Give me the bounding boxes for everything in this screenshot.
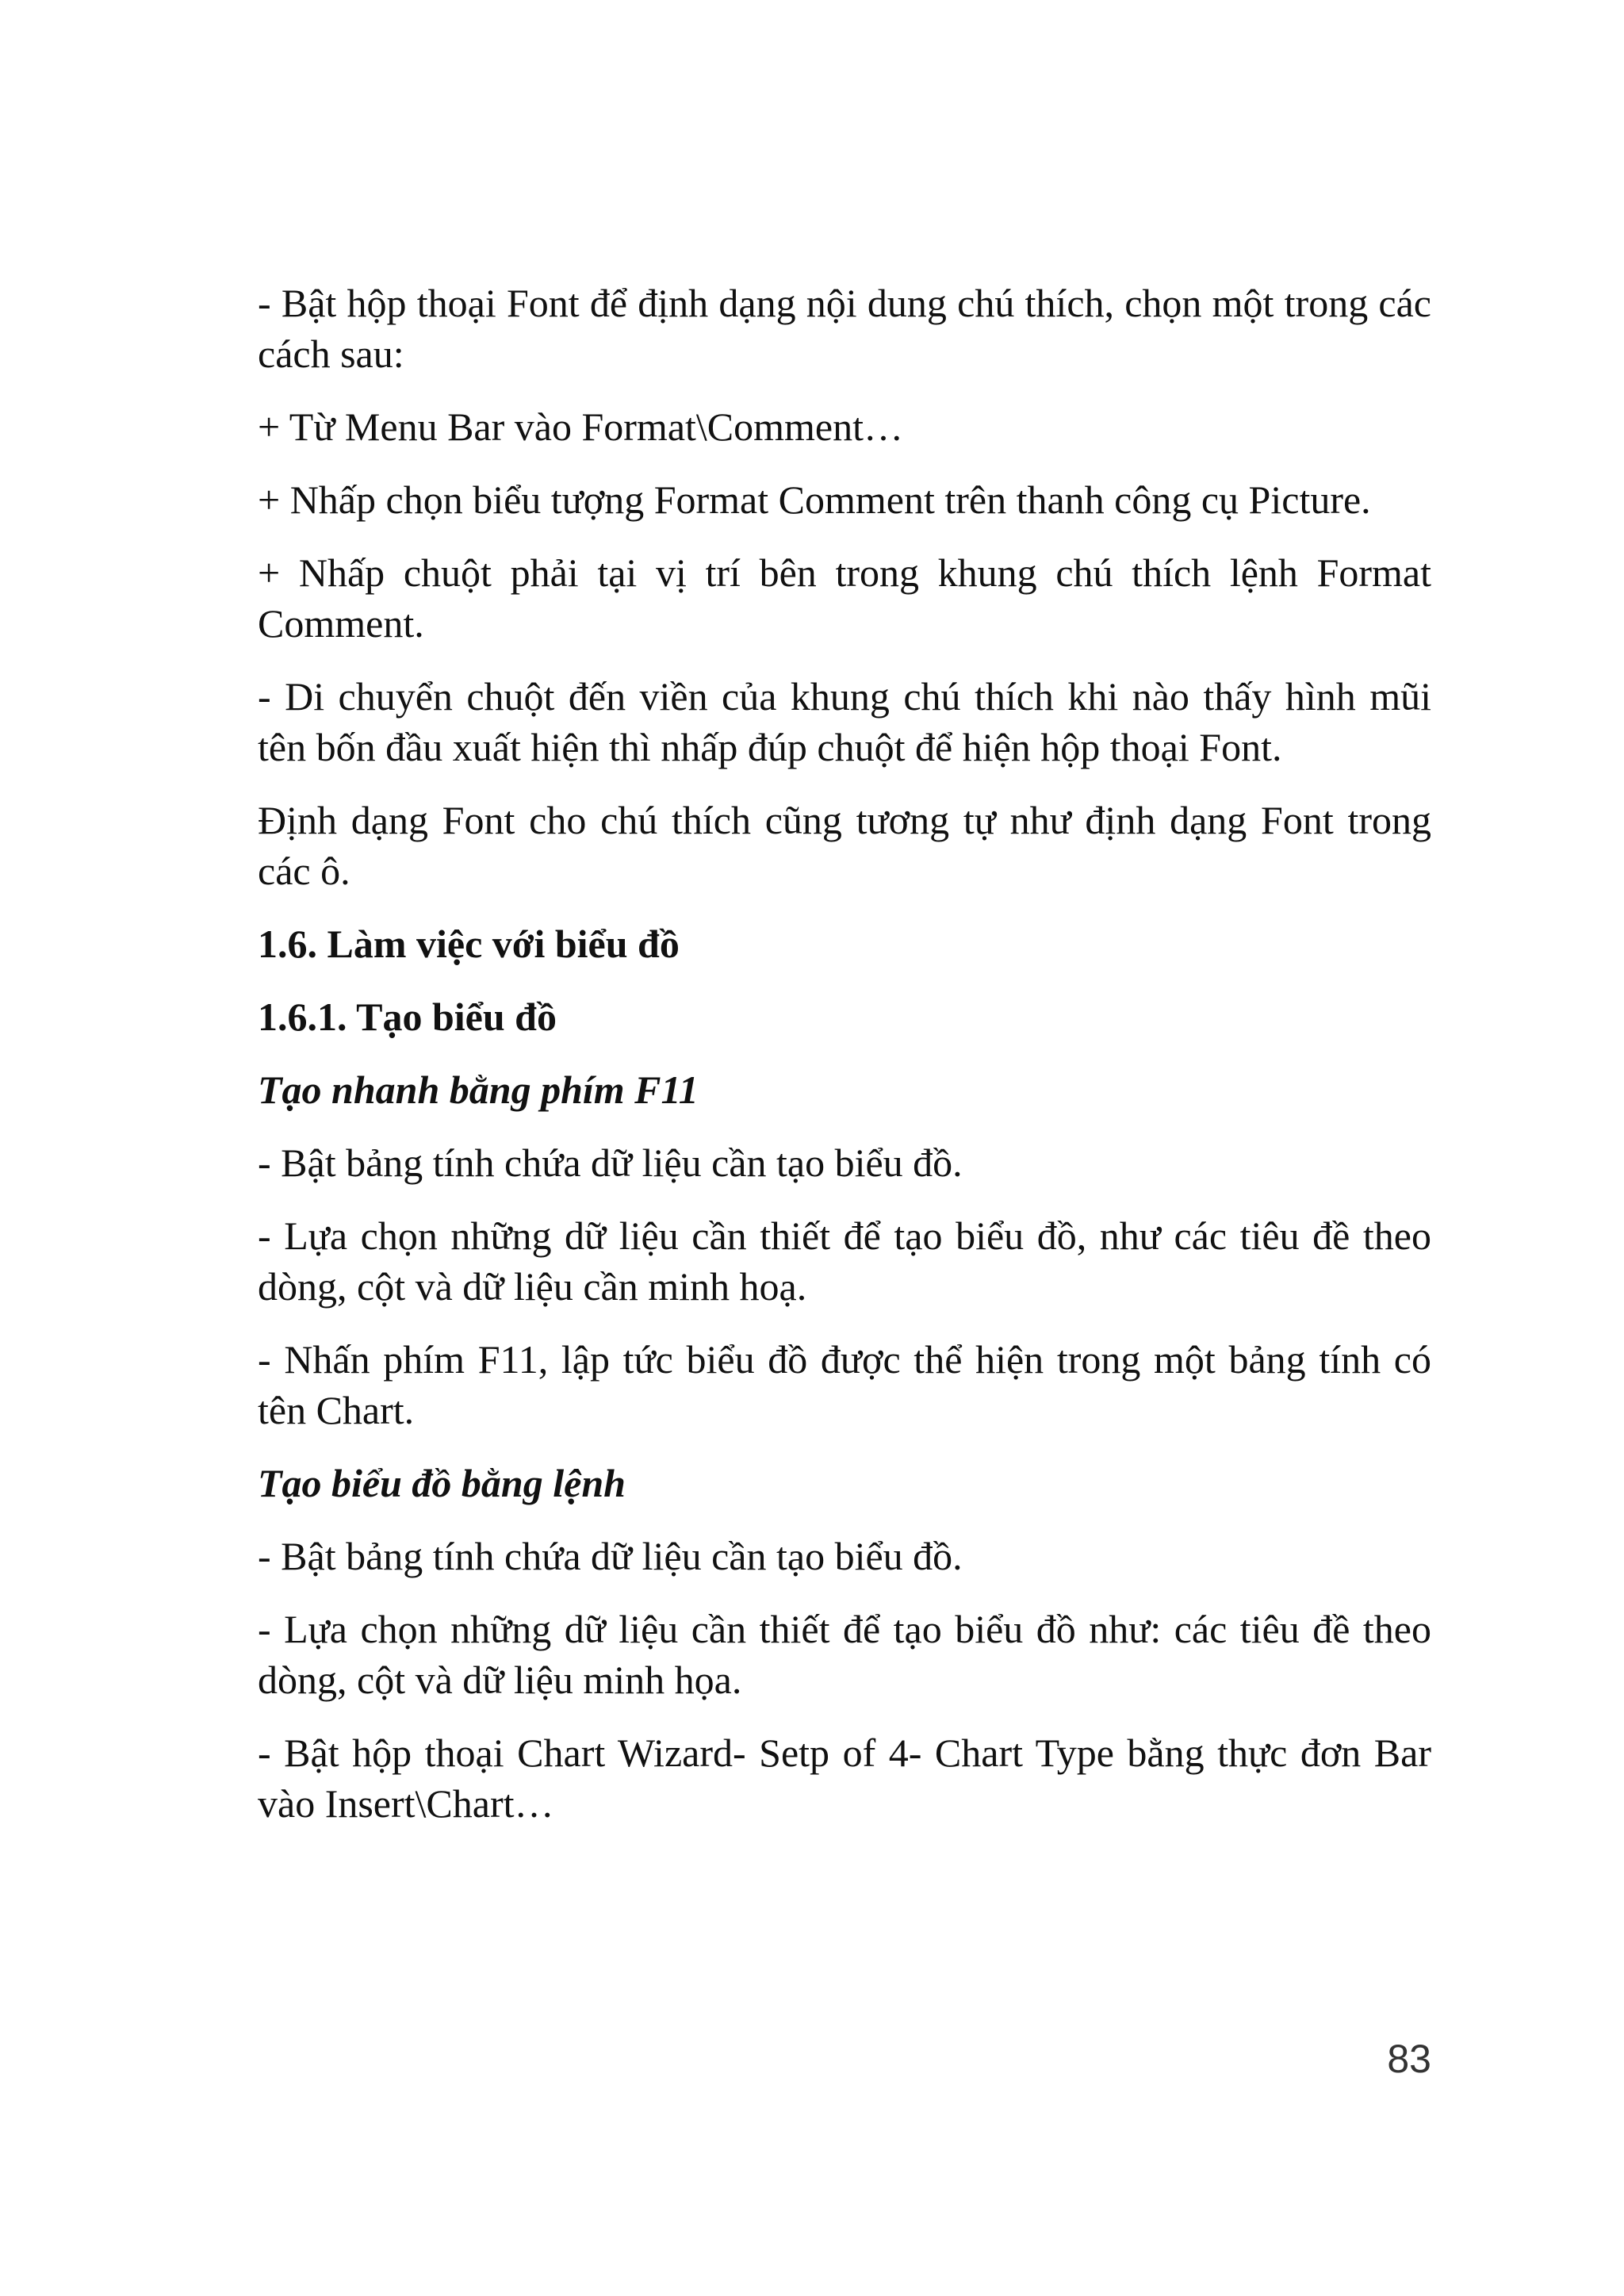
subsection-heading-create-chart: 1.6.1. Tạo biểu đồ [258, 995, 557, 1039]
paragraph-double-click-border: - Di chuyển chuột đến viền của khung chú thích khi nào thấy hình mũi tên bốn đầu xuất hiện thì nhấp đúp chuột để hiện hộp thoại Font. [258, 674, 1431, 769]
paragraph-right-click-option: + Nhấp chuột phải tại vị trí bên trong khung chú thích lệnh Format Comment. [258, 550, 1431, 646]
paragraph-open-font-dialog: - Bật hộp thoại Font để định dạng nội dung chú thích, chọn một trong các cách sau: [258, 281, 1431, 376]
paragraph-toolbar-option: + Nhấp chọn biểu tượng Format Comment trên thanh công cụ Picture. [258, 477, 1371, 522]
paragraph-open-worksheet-2: - Bật bảng tính chứa dữ liệu cần tạo biểu đồ. [258, 1534, 963, 1578]
subheading-create-by-command: Tạo biểu đồ bằng lệnh [258, 1461, 626, 1505]
subheading-quick-f11: Tạo nhanh bằng phím F11 [258, 1068, 699, 1112]
page-number: 83 [1387, 2037, 1431, 2081]
paragraph-open-worksheet-1: - Bật bảng tính chứa dữ liệu cần tạo biểu đồ. [258, 1140, 963, 1185]
document-body [258, 278, 1431, 1851]
section-heading-charts: 1.6. Làm việc với biểu đồ [258, 922, 680, 966]
paragraph-chart-wizard: - Bật hộp thoại Chart Wizard- Setp of 4- Chart Type bằng thực đơn Bar vào Insert\Chart… [258, 1731, 1431, 1826]
paragraph-font-format-note: Định dạng Font cho chú thích cũng tương tự như định dạng Font trong các ô. [258, 798, 1431, 893]
paragraph-select-data-1: - Lựa chọn những dữ liệu cần thiết để tạo biểu đồ, như các tiêu đề theo dòng, cột và dữ liệu cần minh hoạ. [258, 1213, 1431, 1309]
paragraph-select-data-2: - Lựa chọn những dữ liệu cần thiết để tạo biểu đồ như: các tiêu đề theo dòng, cột và dữ liệu minh họa. [258, 1607, 1431, 1702]
paragraph-press-f11: - Nhấn phím F11, lập tức biểu đồ được thể hiện trong một bảng tính có tên Chart. [258, 1337, 1431, 1432]
paragraph-menu-bar-option: + Từ Menu Bar vào Format\Comment… [258, 404, 904, 449]
